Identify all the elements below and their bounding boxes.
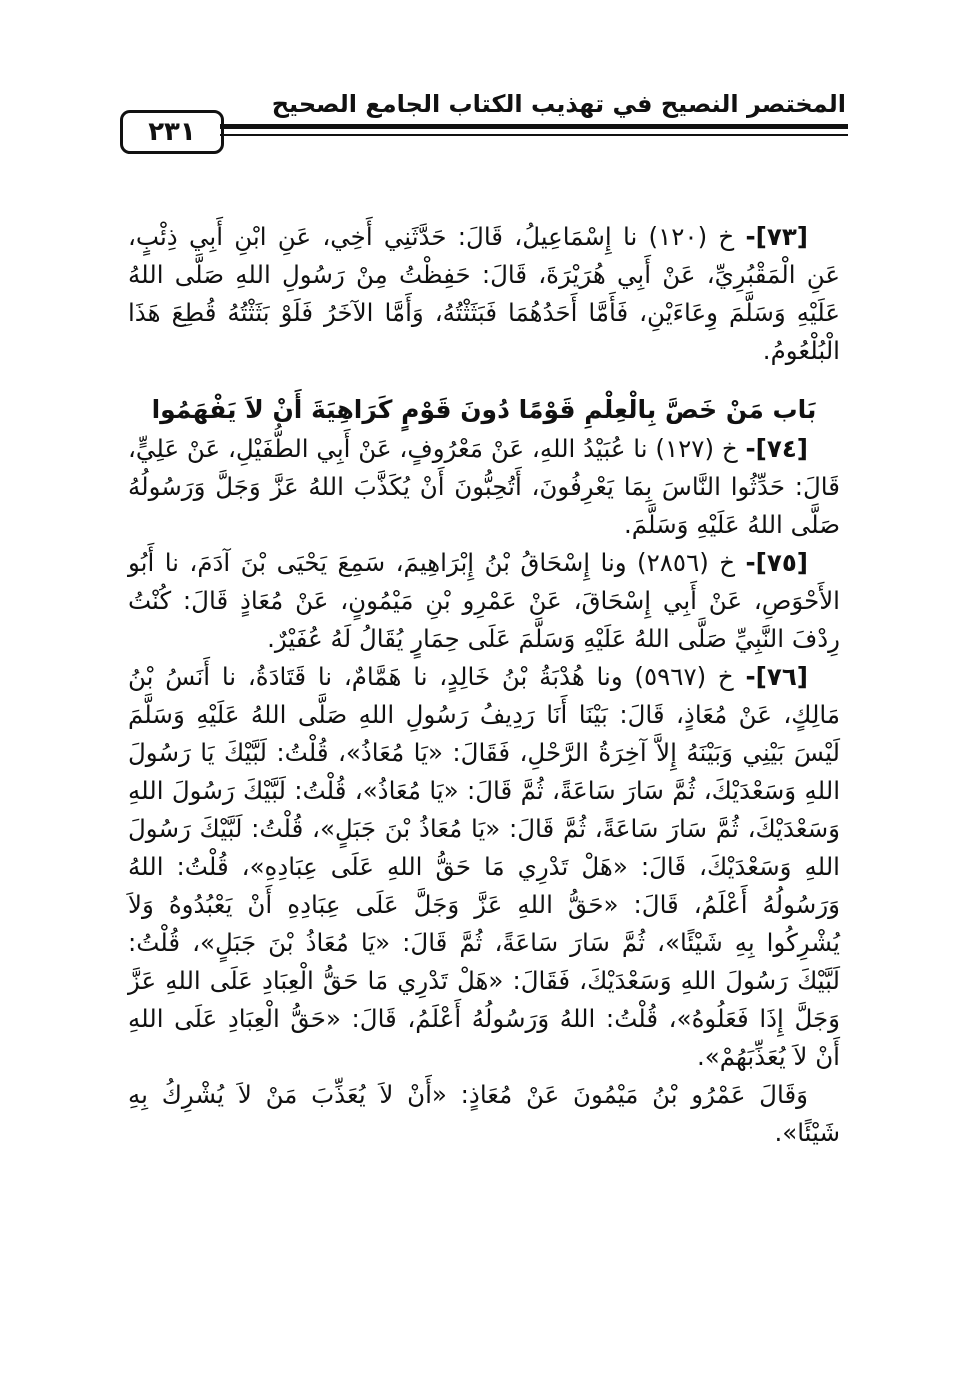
hadith-entry-75: [128, 544, 840, 658]
running-header: [120, 86, 848, 166]
book-title: المختصر النصيح في تهذيب الكتاب الجامع الصحيح: [271, 90, 846, 118]
hadith-entry-74: [128, 430, 840, 544]
entry-text: خ (٥٩٦٧) ونا هُدْبَةُ بْنُ خَالِدٍ، نا هَمَّامٌ، نا قَتَادَةُ، نا أَنَسُ بْنُ مَالِكٍ، عَنْ مُعَاذٍ، قَالَ: بَيْنَا أَنَا رَدِيفُ رَسُولِ اللهِ صَلَّى اللهُ عَلَيْهِ وَسَلَّمَ لَيْسَ بَيْنِي وَبَيْنَهُ إِلاَّ آخِرَةُ الرَّحْلِ، فَقَالَ: «يَا مُعَاذُ»، قُلْتُ: لَبَّيْكَ يَا رَسُولَ اللهِ وَسَعْدَيْكَ، ثُمَّ سَارَ سَاعَةً، ثُمَّ قَالَ: «يَا مُعَاذُ»، قُلْتُ: لَبَّيْكَ رَسُولَ اللهِ وَسَعْدَيْكَ، ثُمَّ سَارَ سَاعَةً، ثُمَّ قَالَ: «يَا مُعَاذُ بْنَ جَبَلٍ»، قُلْتُ: لَبَّيْكَ رَسُولَ اللهِ وَسَعْدَيْكَ، قَالَ: «هَلْ تَدْرِي مَا حَقُّ اللهِ عَلَى عِبَادِهِ»، قُلْتُ: اللهُ وَرَسُولُهُ أَعْلَمُ، قَالَ: «حَقُّ اللهِ عَزَّ وَجَلَّ عَلَى عِبَادِهِ أَنْ يَعْبُدُوهُ وَلاَ يُشْرِكُوا بِهِ شَيْئًا»، ثُمَّ سَارَ سَاعَةً، ثُمَّ قَالَ: «يَا مُعَاذُ بْنَ جَبَلٍ»، قُلْتُ: لَبَّيْكَ رَسُولَ اللهِ وَسَعْدَيْكَ، فَقَالَ: «هَلْ تَدْرِي مَا حَقُّ الْعِبَادِ عَلَى اللهِ عَزَّ وَجَلَّ إِذَا فَعَلُوهُ»، قُلْتُ: اللهُ وَرَسُولُهُ أَعْلَمُ، قَالَ: «حَقُّ الْعِبَادِ عَلَى اللهِ أَنْ لاَ يُعَذِّبَهُمْ».: [128, 662, 840, 1071]
entry-number: [٧٣]-: [745, 222, 808, 251]
entry-number: [٧٦]-: [745, 662, 808, 691]
header-rule-thick: [220, 124, 848, 129]
page-number-box: [120, 110, 224, 154]
hadith-entry-76: [128, 658, 840, 1076]
chapter-heading: بَاب مَنْ خَصَّ بِالْعِلْمِ قَوْمًا دُونَ قَوْمٍ كَرَاهِيَةَ أَنْ لاَ يَفْهَمُوا: [151, 395, 817, 424]
entry-number: [٧٥]-: [745, 548, 808, 577]
page-number: ٢٣١: [148, 117, 196, 147]
entry-text: خ (١٢٧) نا عُبَيْدُ اللهِ، عَنْ مَعْرُوفٍ، عَنْ أَبِي الطُّفَيْلِ، عَنْ عَلِيٍّ، قَالَ: حَدِّثُوا النَّاسَ بِمَا يَعْرِفُونَ، أَتُحِبُّونَ أَنْ يُكَذَّبَ اللهُ عَزَّ وَجَلَّ وَرَسُولُهُ صَلَّى اللهُ عَلَيْهِ وَسَلَّمَ.: [128, 434, 840, 539]
closing-note: [128, 1076, 840, 1152]
entry-text: خ (٢٨٥٦) ونا إِسْحَاقُ بْنُ إِبْرَاهِيمَ، سَمِعَ يَحْيَى بْنَ آدَمَ، نا أَبُو الأَحْوَصِ، عَنْ أَبِي إِسْحَاقَ، عَنْ عَمْرِو بْنِ مَيْمُونٍ، عَنْ مُعَاذٍ قَالَ: كُنْتُ رِدْفَ النَّبِيِّ صَلَّى اللهُ عَلَيْهِ وَسَلَّمَ عَلَى حِمَارٍ يُقَالُ لَهُ عُفَيْرٌ.: [128, 548, 840, 653]
page-body: [128, 218, 840, 1152]
hadith-entry-73: [128, 218, 840, 370]
entry-text: خ (١٢٠) نا إِسْمَاعِيلُ، قَالَ: حَدَّثَنِي أَخِي، عَنِ ابْنِ أَبِي ذِئْبٍ، عَنِ الْمَقْبُرِيِّ، عَنْ أَبِي هُرَيْرَةَ، قَالَ: حَفِظْتُ مِنْ رَسُولِ اللهِ صَلَّى اللهُ عَلَيْهِ وَسَلَّمَ وِعَاءَيْنِ، فَأَمَّا أَحَدُهُمَا فَبَثَثْتُهُ، وَأَمَّا الآخَرُ فَلَوْ بَثَثْتُهُ قُطِعَ هَذَا الْبُلْعُومُ.: [128, 222, 840, 365]
header-rule-thin: [220, 134, 848, 136]
entry-number: [٧٤]-: [745, 434, 808, 463]
entry-text: وَقَالَ عَمْرُو بْنُ مَيْمُونَ عَنْ مُعَاذٍ: «أَنْ لاَ يُعَذِّبَ مَنْ لاَ يُشْرِكُ بِهِ شَيْئًا».: [128, 1080, 840, 1147]
